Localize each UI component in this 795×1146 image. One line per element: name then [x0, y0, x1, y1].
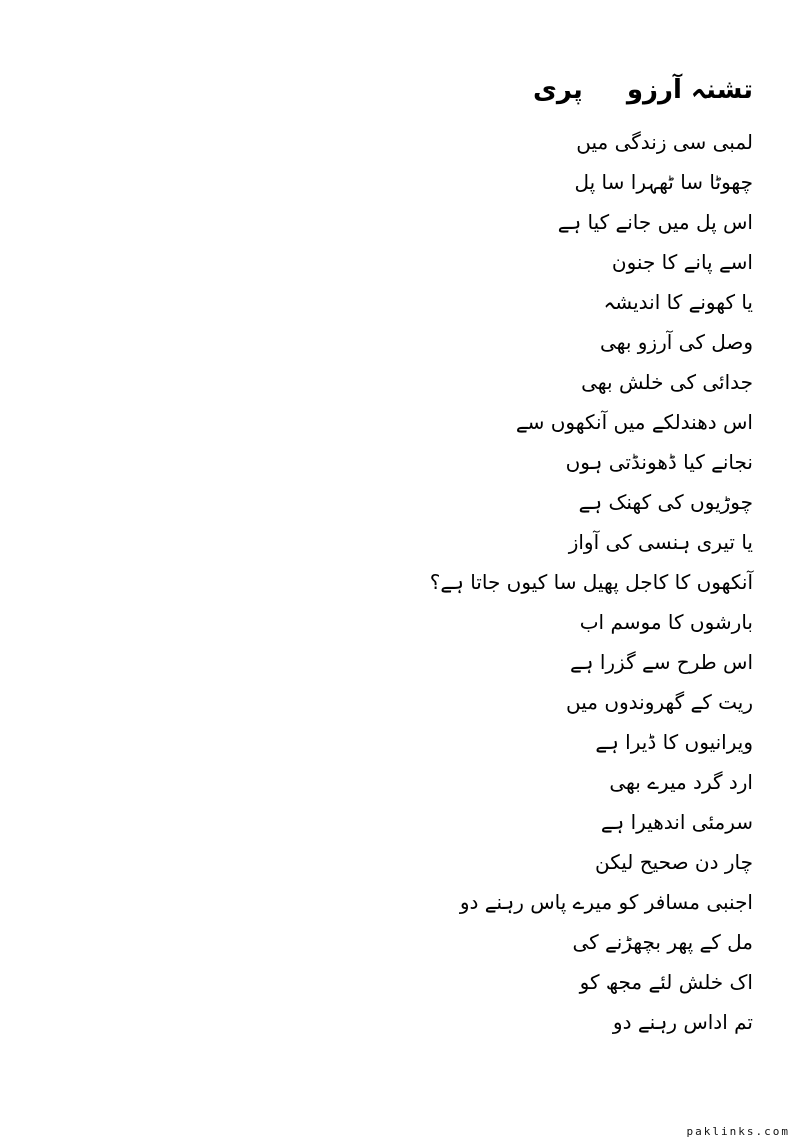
poem-line: ارد گرد میرے بھی [609, 770, 753, 794]
poem-line: چار دن صحیح لیکن [594, 850, 753, 874]
poem-line: یا کھونے کا اندیشہ [603, 290, 753, 314]
poem-line: اک خلش لئے مجھ کو [579, 970, 753, 994]
poem-line: سرمئی اندھیرا ہے [600, 810, 753, 834]
poem-lines [40, 122, 753, 1042]
poem-line: نجانے کیا ڈھونڈتی ہوں [565, 450, 753, 474]
poem-line: مل کے پھر بچھڑنے کی [572, 930, 753, 954]
poem-line: چھوٹا سا ٹھہرا سا پل [574, 170, 753, 194]
poem-line: اس پل میں جانے کیا ہے [557, 210, 753, 234]
poem-line: یا تیری ہنسی کی آواز [568, 530, 753, 554]
poem-line: جدائی کی خلش بھی [581, 370, 753, 394]
poem-line: اسے پانے کا جنون [611, 250, 753, 274]
poem-line: اس دھندلکے میں آنکھوں سے [515, 410, 753, 434]
poem-line: اس طرح سے گزرا ہے [570, 650, 753, 674]
poem-line: ویرانیوں کا ڈیرا ہے [595, 730, 753, 754]
watermark: paklinks.com [686, 1125, 790, 1138]
poem-line: اجنبی مسافر کو میرے پاس رہنے دو [459, 890, 753, 914]
poem-line: لمبی سی زندگی میں [576, 130, 753, 154]
poem-line: بارشوں کا موسم اب [579, 610, 753, 634]
poem-line: چوڑیوں کی کھنک ہے [578, 490, 753, 514]
poem-line: تم اداس رہنے دو [612, 1010, 753, 1034]
poem-title: تشنہ آرزو پری [533, 75, 753, 105]
poem-line: آنکھوں کا کاجل پھیل سا کیوں جاتا ہے؟ [429, 570, 753, 594]
poem-line: ریت کے گھروندوں میں [566, 690, 753, 714]
poem-line: وصل کی آرزو بھی [599, 330, 753, 354]
poem [40, 68, 753, 1042]
